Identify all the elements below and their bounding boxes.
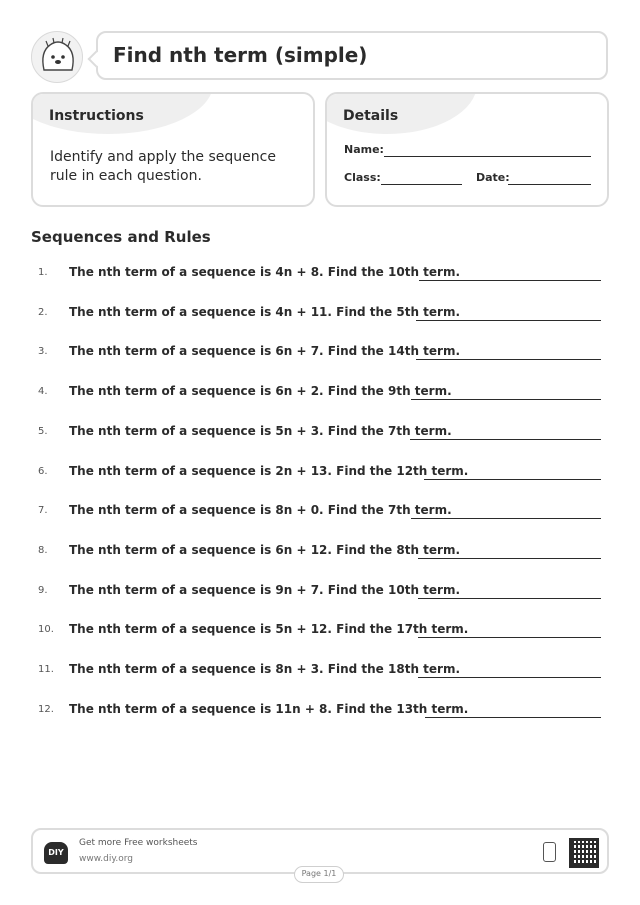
name-label: Name: (344, 143, 384, 156)
question-text: The nth term of a sequence is 6n + 12. Find the 8th term. (69, 542, 461, 557)
answer-line[interactable] (418, 558, 601, 559)
question-number: 6. (38, 465, 48, 477)
answer-line[interactable] (419, 280, 601, 281)
question-row (0, 661, 640, 681)
question-row (0, 502, 640, 522)
answer-line[interactable] (410, 439, 601, 440)
question-number: 11. (38, 664, 54, 675)
answer-line[interactable] (411, 518, 601, 519)
question-text: The nth term of a sequence is 4n + 8. Find the 10th term. (69, 265, 461, 279)
question-text: The nth term of a sequence is 8n + 0. Find the 7th term. (69, 503, 452, 518)
question-text: The nth term of a sequence is 11n + 8. Find the 13th term. (69, 701, 469, 716)
title-banner (96, 31, 608, 80)
question-text: The nth term of a sequence is 4n + 11. Find the 5th term. (69, 304, 461, 319)
date-field[interactable] (508, 184, 591, 185)
question-text: The nth term of a sequence is 6n + 7. Find the 14th term. (69, 344, 461, 359)
question-number: 5. (38, 425, 48, 437)
diy-logo: DIY (44, 842, 68, 864)
phone-icon (543, 842, 556, 862)
qr-code-icon (569, 838, 599, 868)
instructions-card (31, 92, 315, 207)
section-title: Sequences and Rules (31, 228, 211, 246)
question-row (0, 542, 640, 562)
answer-line[interactable] (425, 717, 601, 718)
question-text: The nth term of a sequence is 2n + 13. Find the 12th term. (69, 463, 469, 478)
question-row (0, 701, 640, 721)
question-number: 4. (38, 386, 48, 398)
question-row (0, 582, 640, 602)
question-text: The nth term of a sequence is 9n + 7. Find the 10th term. (69, 582, 461, 597)
name-field[interactable] (384, 156, 591, 157)
details-card (325, 92, 609, 207)
question-number: 2. (38, 306, 48, 318)
answer-line[interactable] (418, 637, 601, 638)
question-number: 10. (38, 624, 54, 636)
question-row (0, 343, 640, 363)
instructions-heading: Instructions (49, 108, 144, 124)
instructions-text: Identify and apply the sequence rule in each question. (50, 149, 276, 184)
question-row (0, 383, 640, 403)
footer-promo: Get more Free worksheets (79, 838, 198, 848)
footer-url[interactable]: www.diy.org (79, 854, 133, 864)
question-number: 8. (38, 544, 48, 556)
answer-line[interactable] (424, 479, 601, 480)
question-number: 1. (38, 267, 48, 278)
question-text: The nth term of a sequence is 6n + 2. Find the 9th term. (69, 384, 452, 399)
worksheet-title: Find nth term (simple) (113, 43, 368, 67)
answer-line[interactable] (418, 677, 601, 678)
date-label: Date: (476, 171, 510, 184)
mascot-avatar (31, 31, 83, 83)
answer-line[interactable] (418, 598, 601, 599)
class-label: Class: (344, 171, 381, 184)
question-number: 12. (38, 703, 54, 715)
question-number: 9. (38, 584, 48, 596)
question-number: 3. (38, 346, 48, 358)
answer-line[interactable] (411, 399, 601, 400)
answer-line[interactable] (416, 359, 601, 360)
question-row (0, 304, 640, 324)
question-row (0, 264, 640, 284)
answer-line[interactable] (416, 320, 601, 321)
question-text: The nth term of a sequence is 5n + 3. Find the 7th term. (69, 423, 452, 438)
question-text: The nth term of a sequence is 8n + 3. Find the 18th term. (69, 662, 461, 676)
class-field[interactable] (381, 184, 462, 185)
question-row (0, 621, 640, 641)
question-row (0, 423, 640, 443)
question-row (0, 463, 640, 483)
question-number: 7. (38, 505, 48, 517)
question-text: The nth term of a sequence is 5n + 12. Find the 17th term. (69, 622, 469, 637)
details-heading: Details (343, 108, 399, 124)
page-number: Page 1/1 (294, 866, 344, 883)
